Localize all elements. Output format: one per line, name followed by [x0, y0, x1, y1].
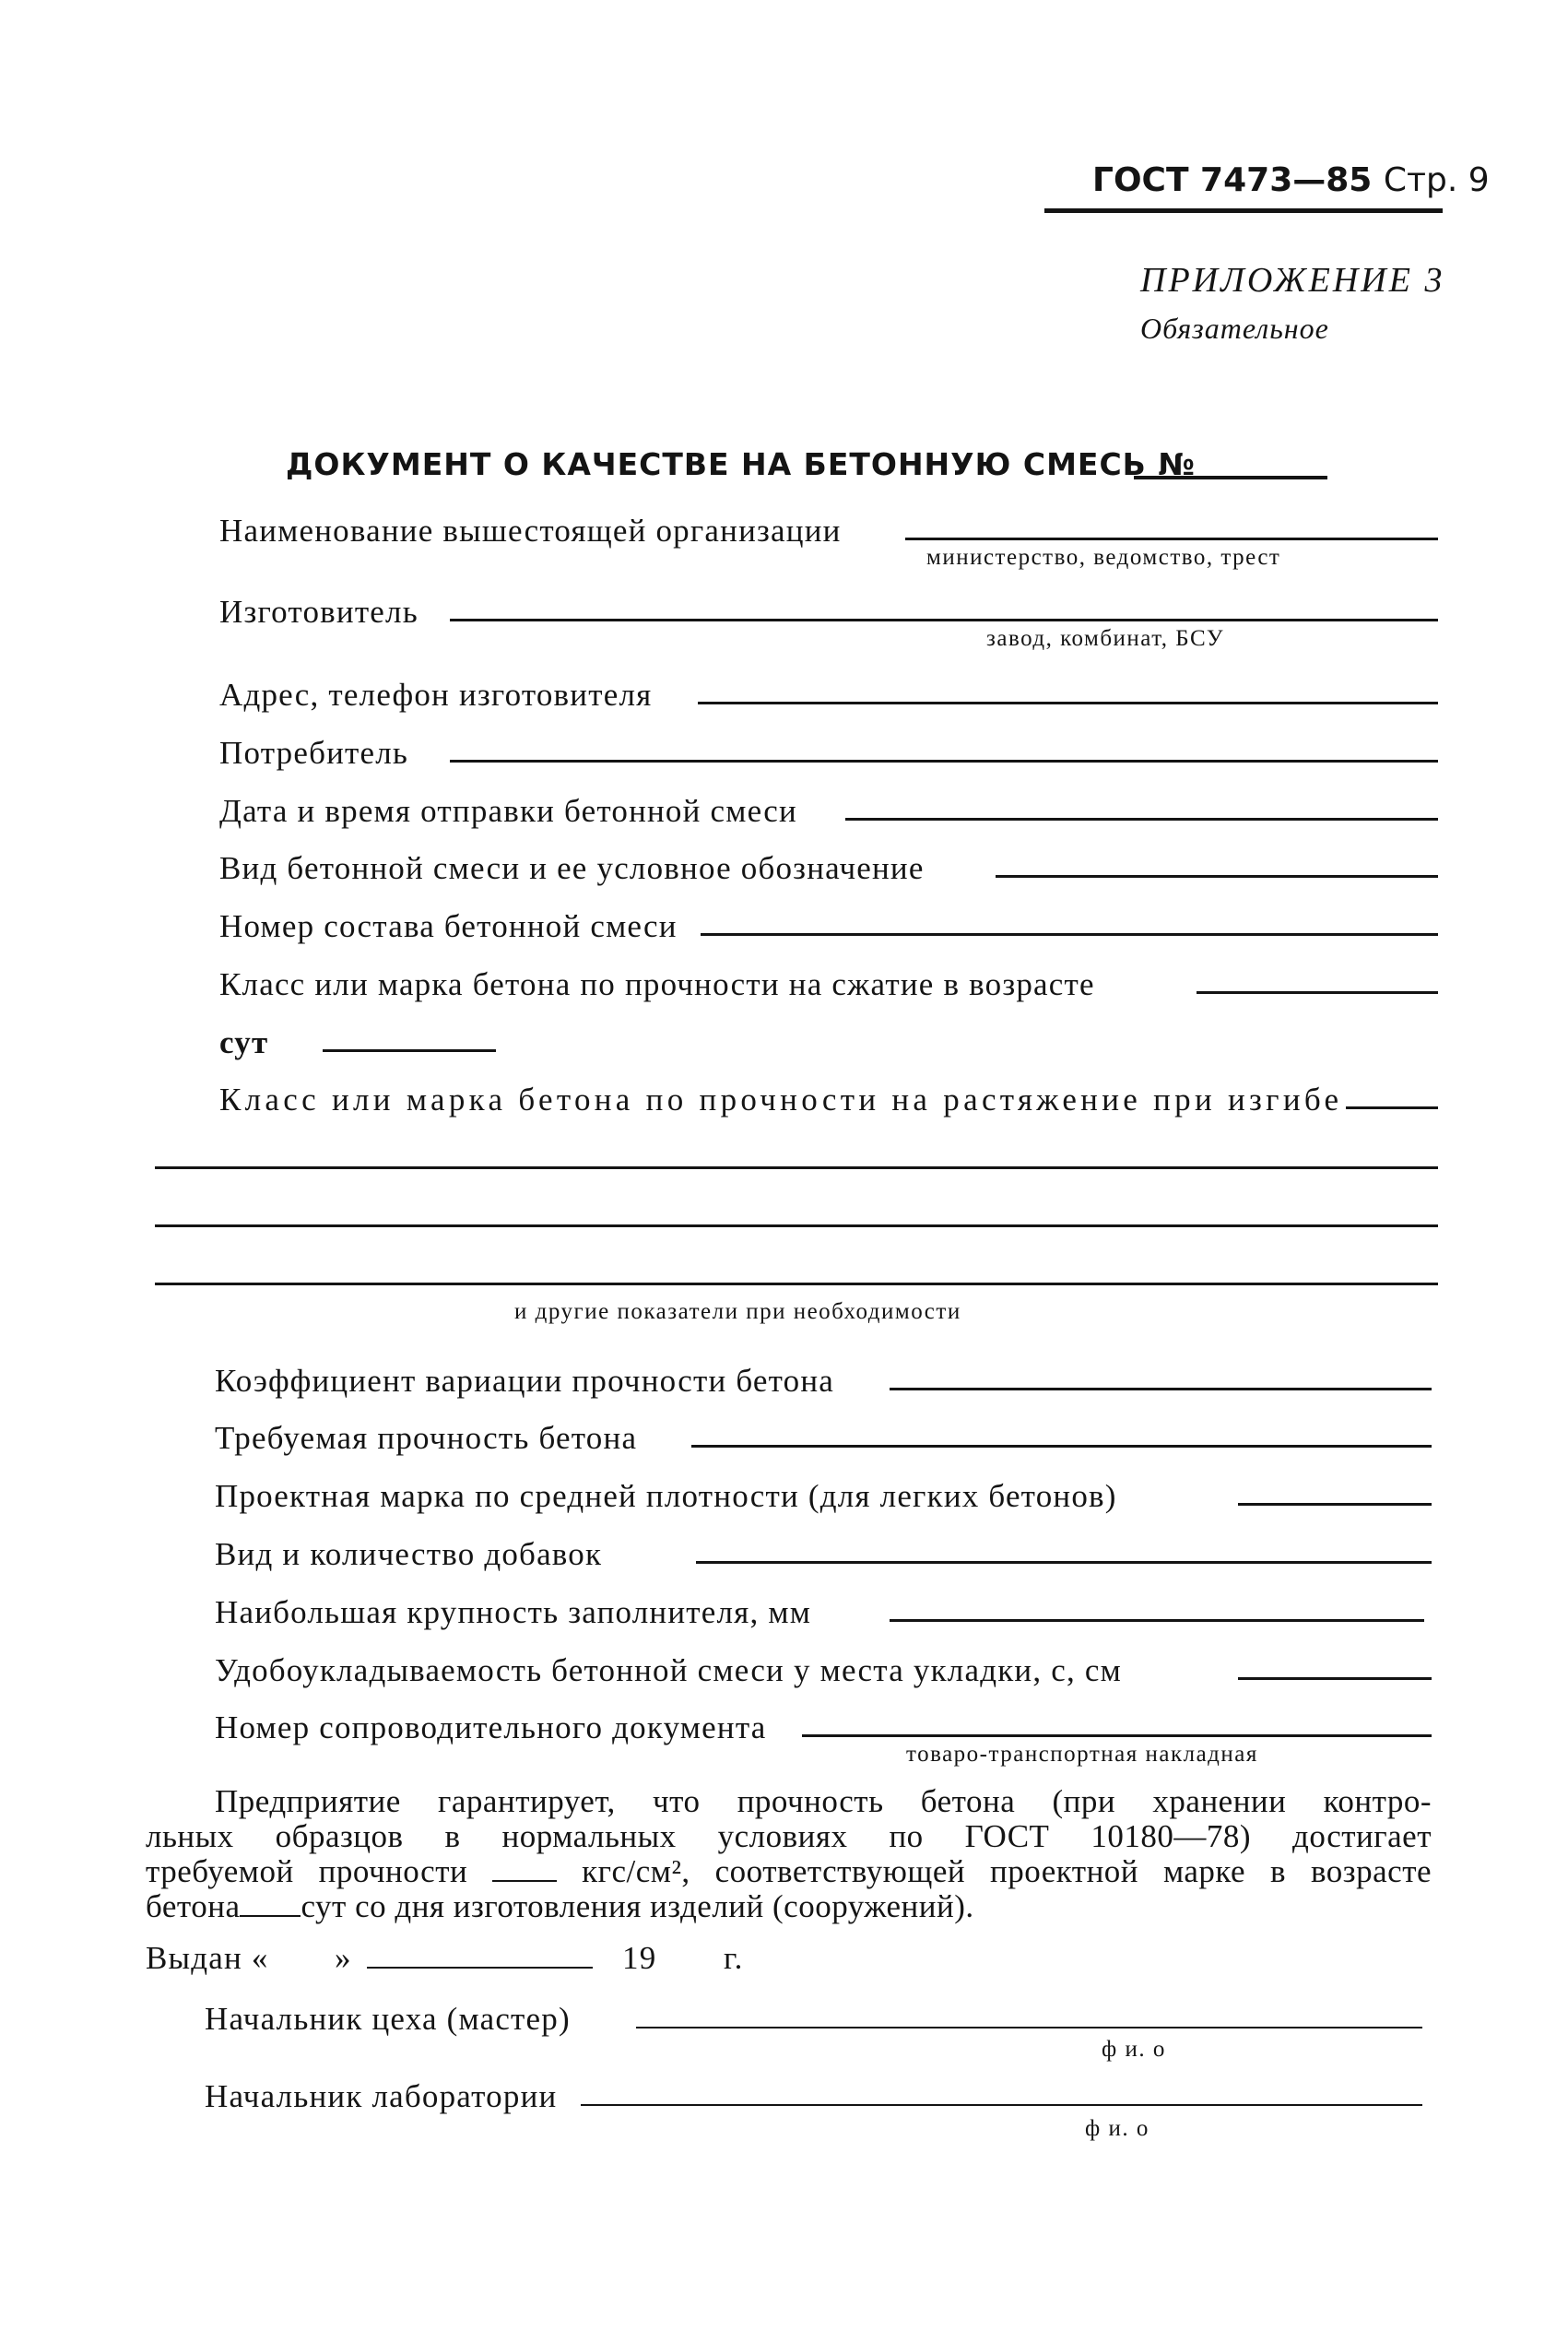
extra-line-2[interactable]: [155, 1224, 1438, 1227]
required-strength-line[interactable]: [691, 1445, 1432, 1448]
accompanying-doc-label: Номер сопроводительного документа: [215, 1709, 767, 1745]
additives-line[interactable]: [696, 1561, 1432, 1564]
density-grade-label: Проектная марка по средней плотности (для легких бетонов): [215, 1478, 1117, 1514]
issued-label: Выдан «: [146, 1940, 269, 1976]
compress-class-line[interactable]: [1197, 991, 1438, 994]
shop-head-label: Начальник цеха (мастер): [205, 2001, 571, 2037]
shop-head-fio: ф и. о: [1102, 2037, 1166, 2062]
appendix-status: Обязательное: [1140, 312, 1329, 345]
required-strength-text: требуемой прочности: [146, 1853, 468, 1889]
workability-line[interactable]: [1238, 1677, 1432, 1680]
parent-org-line[interactable]: [905, 538, 1438, 540]
guarantee-line-3: [146, 1854, 1432, 1889]
guarantee-line-1: Предприятие гарантирует, что прочность бетона (при хранении контро-: [215, 1783, 1432, 1819]
mix-type-label: Вид бетонной смеси и ее условное обозначение: [219, 850, 925, 886]
guarantee-line-2: льных образцов в нормальных условиях по ГОСТ 10180—78) достигает: [146, 1818, 1432, 1854]
parent-org-label: Наименование вышестоящей организации: [219, 513, 842, 549]
unit-text: кгс/см², соответствующей проектной марке в возрасте: [582, 1853, 1432, 1889]
tensile-class-line[interactable]: [1346, 1106, 1438, 1109]
variation-label: Коэффициент вариации прочности бетона: [215, 1363, 835, 1399]
dispatch-line[interactable]: [845, 818, 1438, 821]
document-title: ДОКУМЕНТ О КАЧЕСТВЕ НА БЕТОННУЮ СМЕСЬ №: [286, 446, 1197, 482]
manufacturer-line[interactable]: [450, 619, 1438, 621]
days-value-blank[interactable]: [240, 1914, 301, 1917]
accompanying-doc-line[interactable]: [802, 1734, 1432, 1737]
address-line[interactable]: [698, 702, 1438, 704]
density-grade-line[interactable]: [1238, 1503, 1432, 1506]
mix-number-line[interactable]: [701, 933, 1438, 936]
consumer-line[interactable]: [450, 760, 1438, 763]
page-header: [1092, 161, 1490, 199]
workability-label: Удобоукладываемость бетонной смеси у места укладки, с, см: [215, 1652, 1122, 1688]
accompanying-doc-hint: товаро-транспортная накладная: [906, 1742, 1258, 1767]
issued-year-suffix: г.: [724, 1940, 744, 1976]
manufacturer-label: Изготовитель: [219, 594, 419, 630]
guarantee-line-4: [146, 1889, 1432, 1924]
lab-head-label: Начальник лаборатории: [205, 2078, 558, 2114]
variation-line[interactable]: [890, 1388, 1432, 1390]
aggregate-label: Наибольшая крупность заполнителя, мм: [215, 1594, 812, 1630]
issued-month-line[interactable]: [367, 1967, 593, 1969]
mix-type-line[interactable]: [996, 875, 1438, 878]
required-strength-label: Требуемая прочность бетона: [215, 1420, 638, 1456]
lab-head-fio: ф и. о: [1085, 2116, 1149, 2141]
manufacturer-hint: завод, комбинат, БСУ: [986, 626, 1225, 651]
guarantee-paragraph: [146, 1784, 1432, 1924]
header-rule: [1044, 208, 1443, 213]
gost-number: ГОСТ 7473—85: [1092, 161, 1373, 199]
days-line[interactable]: [323, 1049, 496, 1052]
page-number: Стр. 9: [1383, 161, 1490, 199]
concrete-text: бетона: [146, 1888, 241, 1924]
dispatch-label: Дата и время отправки бетонной смеси: [219, 793, 797, 829]
parent-org-hint: министерство, ведомство, трест: [926, 545, 1281, 570]
aggregate-line[interactable]: [890, 1619, 1424, 1622]
strength-value-blank[interactable]: [492, 1879, 557, 1882]
document-number-line[interactable]: [1134, 476, 1327, 479]
tensile-class-label: Класс или марка бетона по прочности на растяжение при изгибе: [219, 1082, 1343, 1118]
appendix-title: ПРИЛОЖЕНИЕ 3: [1140, 261, 1445, 300]
issued-year: 19: [622, 1940, 657, 1976]
address-label: Адрес, телефон изготовителя: [219, 677, 653, 713]
extra-line-3[interactable]: [155, 1283, 1438, 1285]
other-indicators-hint: и другие показатели при необходимости: [514, 1299, 961, 1324]
extra-line-1[interactable]: [155, 1166, 1438, 1169]
lab-head-line[interactable]: [581, 2104, 1422, 2106]
additives-label: Вид и количество добавок: [215, 1536, 603, 1572]
days-text: сут со дня изготовления изделий (сооружений).: [301, 1888, 974, 1924]
mix-number-label: Номер состава бетонной смеси: [219, 908, 678, 944]
shop-head-line[interactable]: [636, 2027, 1422, 2028]
consumer-label: Потребитель: [219, 735, 409, 771]
days-label: сут: [219, 1024, 269, 1060]
issued-close-quote: »: [335, 1940, 352, 1976]
compress-class-label: Класс или марка бетона по прочности на сжатие в возрасте: [219, 966, 1095, 1002]
